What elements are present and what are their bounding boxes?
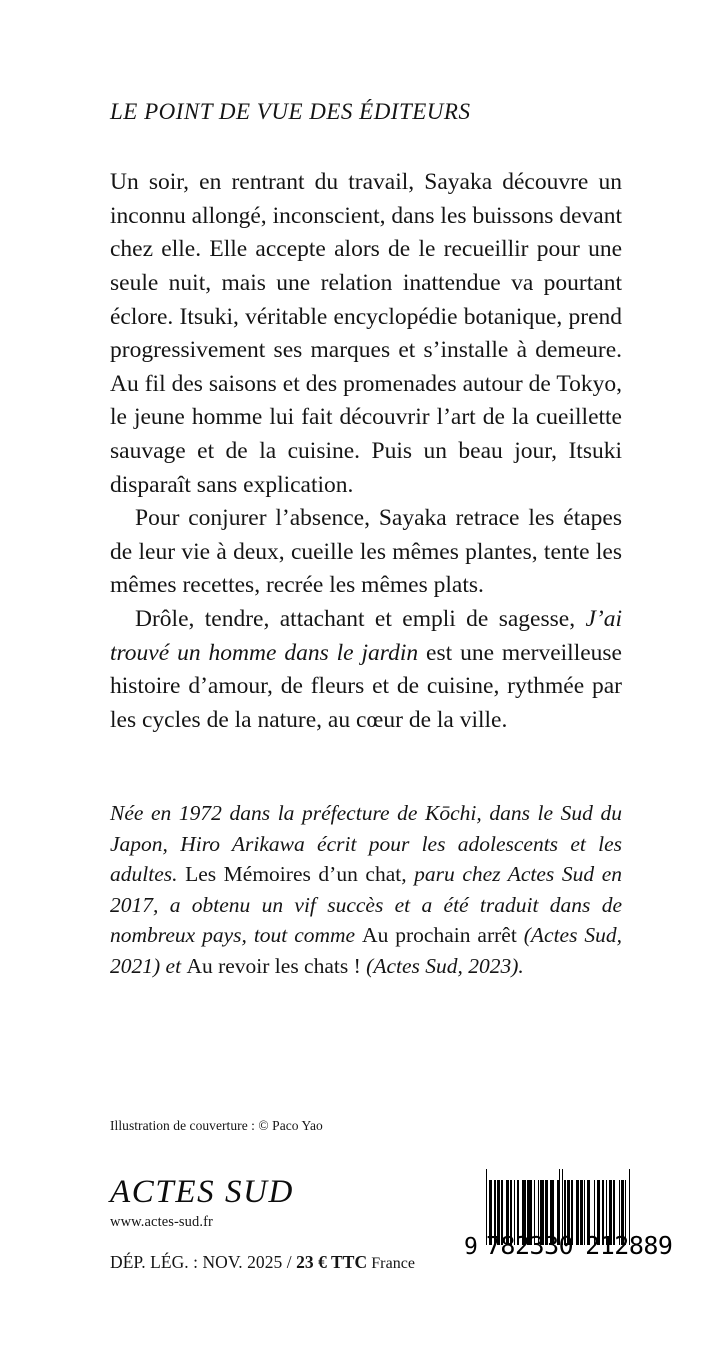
book-title: Au revoir les chats !	[186, 953, 367, 978]
text-run: Drôle, tendre, attachant et empli de sagesse,	[135, 606, 586, 633]
barcode	[464, 1169, 673, 1261]
text-run: (Actes Sud, 2021) et	[110, 923, 623, 978]
price-country: France	[367, 1254, 416, 1272]
text-run: (Actes Sud, 2023).	[366, 953, 524, 978]
cover-content	[110, 0, 622, 981]
legal-deposit-date: DÉP. LÉG. : NOV. 2025 /	[110, 1251, 297, 1272]
barcode-right-group: 212889	[585, 1231, 673, 1261]
publisher-website[interactable]: www.actes-sud.fr	[110, 1214, 213, 1231]
text-run: est une merveilleuse histoire d’amour, de fleurs et de cuisine, rythmée par les cycles de la nature, au cœur de la ville.	[110, 639, 622, 733]
book-title: Les Mémoires d’un chat	[185, 862, 402, 887]
text-run: , paru chez Actes Sud en 2017, a obtenu un vif succès et a été traduit dans de nombreux pays, tout comme	[110, 862, 622, 948]
publisher-logo: ACTES SUD	[110, 1174, 294, 1211]
blurb-paragraph	[110, 166, 622, 502]
text-run: Née en 1972 dans la préfecture de Kōchi, dans le Sud du Japon, Hiro Arikawa écrit pour les adolescents et les adultes.	[110, 801, 622, 887]
blurb-section	[110, 124, 622, 737]
imprint-row	[110, 1174, 673, 1286]
barcode-lead-digit: 9	[464, 1234, 478, 1261]
legal-deposit-line	[110, 1232, 440, 1273]
page-title: LE POINT DE VUE DES ÉDITEURS	[110, 99, 471, 124]
barcode-left-group: 782330	[485, 1231, 574, 1261]
text-run: Pour conjurer l’absence, Sayaka retrace les étapes de leur vie à deux, cueille les mêmes plantes, tente les mêmes recettes, recrée les mêmes plats.	[110, 505, 622, 599]
price-value: 23 € TTC	[296, 1251, 368, 1272]
text-run: Un soir, en rentrant du travail, Sayaka découvre un inconnu allongé, inconscient, dans les buissons devant chez elle. Elle accepte alors de le recueillir pour une seule nuit, mais une relation inattendue va pourtant éclore. Itsuki, véritable encyclopédie botanique, prend progressivement ses marques et s’installe à demeure. Au fil des saisons et des promenades autour de Tokyo, le jeune homme lui fait découvrir l’art de la cueillette sauvage et de la cuisine. Puis un beau jour, Itsuki disparaît sans explication.	[110, 169, 622, 498]
author-biography-text	[110, 798, 622, 981]
author-biography-section	[110, 737, 622, 981]
publisher-block	[110, 1176, 440, 1273]
cover-illustration-credit: Illustration de couverture : © Paco Yao	[110, 1118, 323, 1133]
blurb-paragraph	[110, 603, 622, 737]
emphasised-title: J’ai trouvé un homme dans le jardin	[110, 606, 622, 666]
barcode-digits	[464, 1231, 673, 1261]
cover-footer	[110, 1118, 673, 1286]
blurb-paragraph	[110, 502, 622, 603]
book-title: Au prochain arrêt	[362, 923, 524, 948]
